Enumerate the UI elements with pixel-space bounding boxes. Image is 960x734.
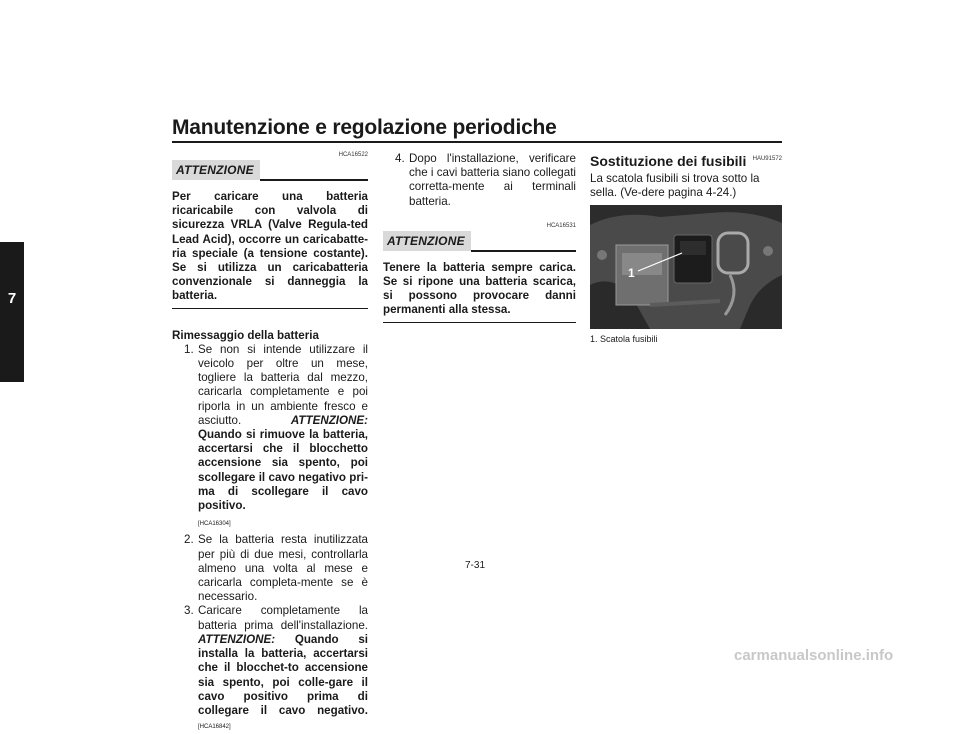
attention-code: HCA16522 bbox=[338, 152, 368, 158]
item-number: 1. bbox=[184, 342, 194, 356]
column-left bbox=[172, 152, 368, 734]
section-title: Sostituzione dei fusibili bbox=[590, 153, 747, 169]
list-item-4 bbox=[383, 152, 576, 209]
page-number: 7-31 bbox=[465, 560, 486, 571]
fuse-box-photo bbox=[590, 205, 782, 329]
storage-heading: Rimessaggio della batteria bbox=[172, 328, 319, 342]
attention-label: ATTENZIONE bbox=[172, 160, 260, 180]
warning-code: [HCA16842] bbox=[198, 724, 231, 731]
warning-text: Quando si rimuove la batteria, accertarsi che il blocchetto accensione sia spento, poi scollegare il cavo negativo pri-ma di scollegare il cavo positivo. bbox=[198, 428, 368, 513]
list-item-2 bbox=[172, 533, 368, 604]
attention-end-rule bbox=[383, 322, 576, 323]
warning-label: ATTENZIONE: bbox=[290, 413, 368, 427]
attention-rule bbox=[260, 179, 368, 181]
item-text: Caricare completamente la batteria prima dell'installazione. bbox=[198, 604, 368, 632]
warning-text: Quando si installa la batteria, accertarsi che il blocchet-to accensione sia spento, poi colle-gare il cavo positivo prima di collegare il cavo negativo. bbox=[198, 632, 368, 717]
watermark: carmanualsonline.info bbox=[734, 647, 894, 664]
attention-text: Tenere la batteria sempre carica. Se si ripone una batteria scarica, si possono provocare danni permanenti alla stessa. bbox=[383, 260, 576, 317]
item-text: Dopo l'installazione, verificare che i cavi batteria siano collegati corretta-mente ai terminali batteria. bbox=[409, 152, 576, 208]
list-item-3 bbox=[172, 604, 368, 734]
item-text: Se non si intende utilizzare il veicolo per oltre un mese, togliere la batteria dal mezzo, caricarla completamente e poi riporla in un ambiente fresco e asciutto. bbox=[198, 342, 368, 427]
attention-header bbox=[383, 222, 576, 255]
callout-number: 1 bbox=[628, 265, 635, 280]
column-middle bbox=[383, 152, 576, 323]
attention-code: HCA16531 bbox=[546, 222, 576, 229]
attention-end-rule bbox=[172, 308, 368, 309]
warning-code: [HCA16304] bbox=[198, 521, 231, 528]
item-number: 3. bbox=[184, 604, 194, 618]
warning-label: ATTENZIONE: bbox=[198, 632, 276, 646]
photo-caption: 1. Scatola fusibili bbox=[590, 333, 658, 344]
attention-rule bbox=[471, 250, 576, 252]
chapter-tab: 7 bbox=[0, 242, 24, 382]
attention-label: ATTENZIONE bbox=[383, 231, 471, 251]
page-title: Manutenzione e regolazione periodiche bbox=[172, 116, 557, 139]
column-right bbox=[590, 154, 782, 346]
section-text: La scatola fusibili si trova sotto la sella. (Ve-dere pagina 4-24.) bbox=[590, 172, 760, 200]
attention-text: Per caricare una batteria ricaricabile con valvola di sicurezza VRLA (Valve Regula-ted Lead Acid), occorre un caricabatte-ria speciale (a tensione costante). Se si utilizza un caricabatteria convenzionale si danneggia la batteria. bbox=[172, 190, 368, 303]
item-text: Se la batteria resta inutilizzata per più di due mesi, controllarla almeno una volta al mese e caricarla completa-mente se è necessario. bbox=[198, 533, 368, 604]
fuse-box-illustration bbox=[590, 205, 782, 329]
item-number: 4. bbox=[395, 152, 405, 165]
section-code: HAU91572 bbox=[752, 156, 782, 162]
list-item-1 bbox=[172, 343, 368, 532]
attention-header bbox=[172, 152, 368, 184]
item-number: 2. bbox=[184, 533, 194, 547]
title-rule bbox=[172, 141, 782, 143]
